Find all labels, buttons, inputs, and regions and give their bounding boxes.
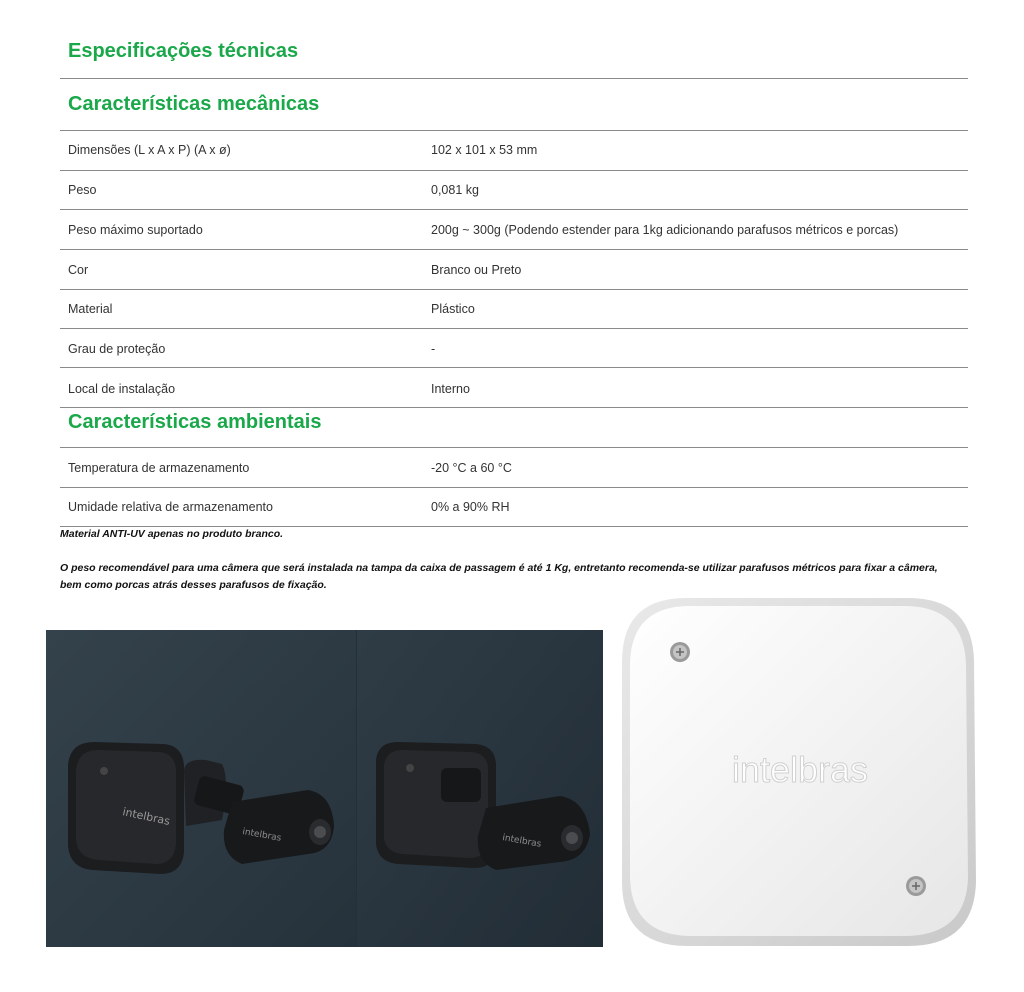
camera-logo-text: intelbras bbox=[241, 827, 283, 844]
spec-value: -20 °C a 60 °C bbox=[431, 461, 512, 475]
divider bbox=[60, 328, 968, 329]
spec-value: Interno bbox=[431, 382, 470, 396]
spec-row bbox=[60, 330, 968, 369]
page-title: Especificações técnicas bbox=[68, 40, 299, 62]
photo-divider bbox=[356, 630, 357, 947]
spec-row bbox=[60, 251, 968, 290]
black-box-right bbox=[376, 742, 496, 868]
spec-label: Cor bbox=[68, 263, 89, 277]
product-photo-black bbox=[46, 630, 603, 947]
note-anti-uv: Material ANTI-UV apenas no produto branco. bbox=[60, 528, 284, 540]
divider bbox=[60, 249, 968, 250]
divider bbox=[60, 526, 968, 527]
divider bbox=[60, 78, 968, 79]
product-photo-white bbox=[616, 590, 980, 952]
spec-value: Branco ou Preto bbox=[431, 263, 522, 277]
spec-value: 200g ~ 300g (Podendo estender para 1kg adicionando parafusos métricos e porcas) bbox=[431, 223, 899, 237]
divider bbox=[60, 367, 968, 368]
spec-label: Material bbox=[68, 302, 113, 316]
camera-mount-illustration bbox=[46, 630, 603, 947]
screw-icon bbox=[906, 876, 926, 896]
divider bbox=[60, 209, 968, 210]
spec-value: 0,081 kg bbox=[431, 183, 479, 197]
spec-label: Temperatura de armazenamento bbox=[68, 461, 250, 475]
black-box-left bbox=[68, 742, 184, 874]
spec-row bbox=[60, 131, 968, 170]
divider bbox=[60, 407, 968, 408]
screw-icon bbox=[670, 642, 690, 662]
spec-label: Grau de proteção bbox=[68, 342, 166, 356]
spec-value: 102 x 101 x 53 mm bbox=[431, 143, 538, 157]
spec-row bbox=[60, 211, 968, 250]
spec-label: Dimensões (L x A x P) (A x ø) bbox=[68, 143, 231, 157]
spec-label: Umidade relativa de armazenamento bbox=[68, 500, 273, 514]
spec-row bbox=[60, 488, 968, 527]
camera-logo-text: intelbras bbox=[501, 833, 543, 850]
section-heading-ambientais: Características ambientais bbox=[68, 411, 322, 433]
box-logo-text: intelbras bbox=[121, 805, 172, 828]
white-box-illustration bbox=[616, 590, 980, 952]
note-weight: O peso recomendável para uma câmera que será instalada na tampa da caixa de passagem é até 1 Kg, entretanto recomenda-se utilizar parafusos métricos para fixar a câmera, bem como porcas atrás desses parafusos de fixação. bbox=[60, 562, 938, 591]
white-box-logo-text: intelbras bbox=[731, 749, 869, 790]
spec-value: 0% a 90% RH bbox=[431, 500, 510, 514]
spec-value: - bbox=[431, 342, 436, 356]
spec-label: Local de instalação bbox=[68, 382, 176, 396]
spec-row bbox=[60, 290, 968, 329]
spec-row bbox=[60, 171, 968, 210]
spec-row bbox=[60, 449, 968, 488]
spec-row bbox=[60, 370, 968, 409]
spec-label: Peso bbox=[68, 183, 97, 197]
spec-label: Peso máximo suportado bbox=[68, 223, 203, 237]
divider bbox=[60, 447, 968, 448]
section-heading-mecanicas: Características mecânicas bbox=[68, 93, 320, 115]
spec-value: Plástico bbox=[431, 302, 475, 316]
